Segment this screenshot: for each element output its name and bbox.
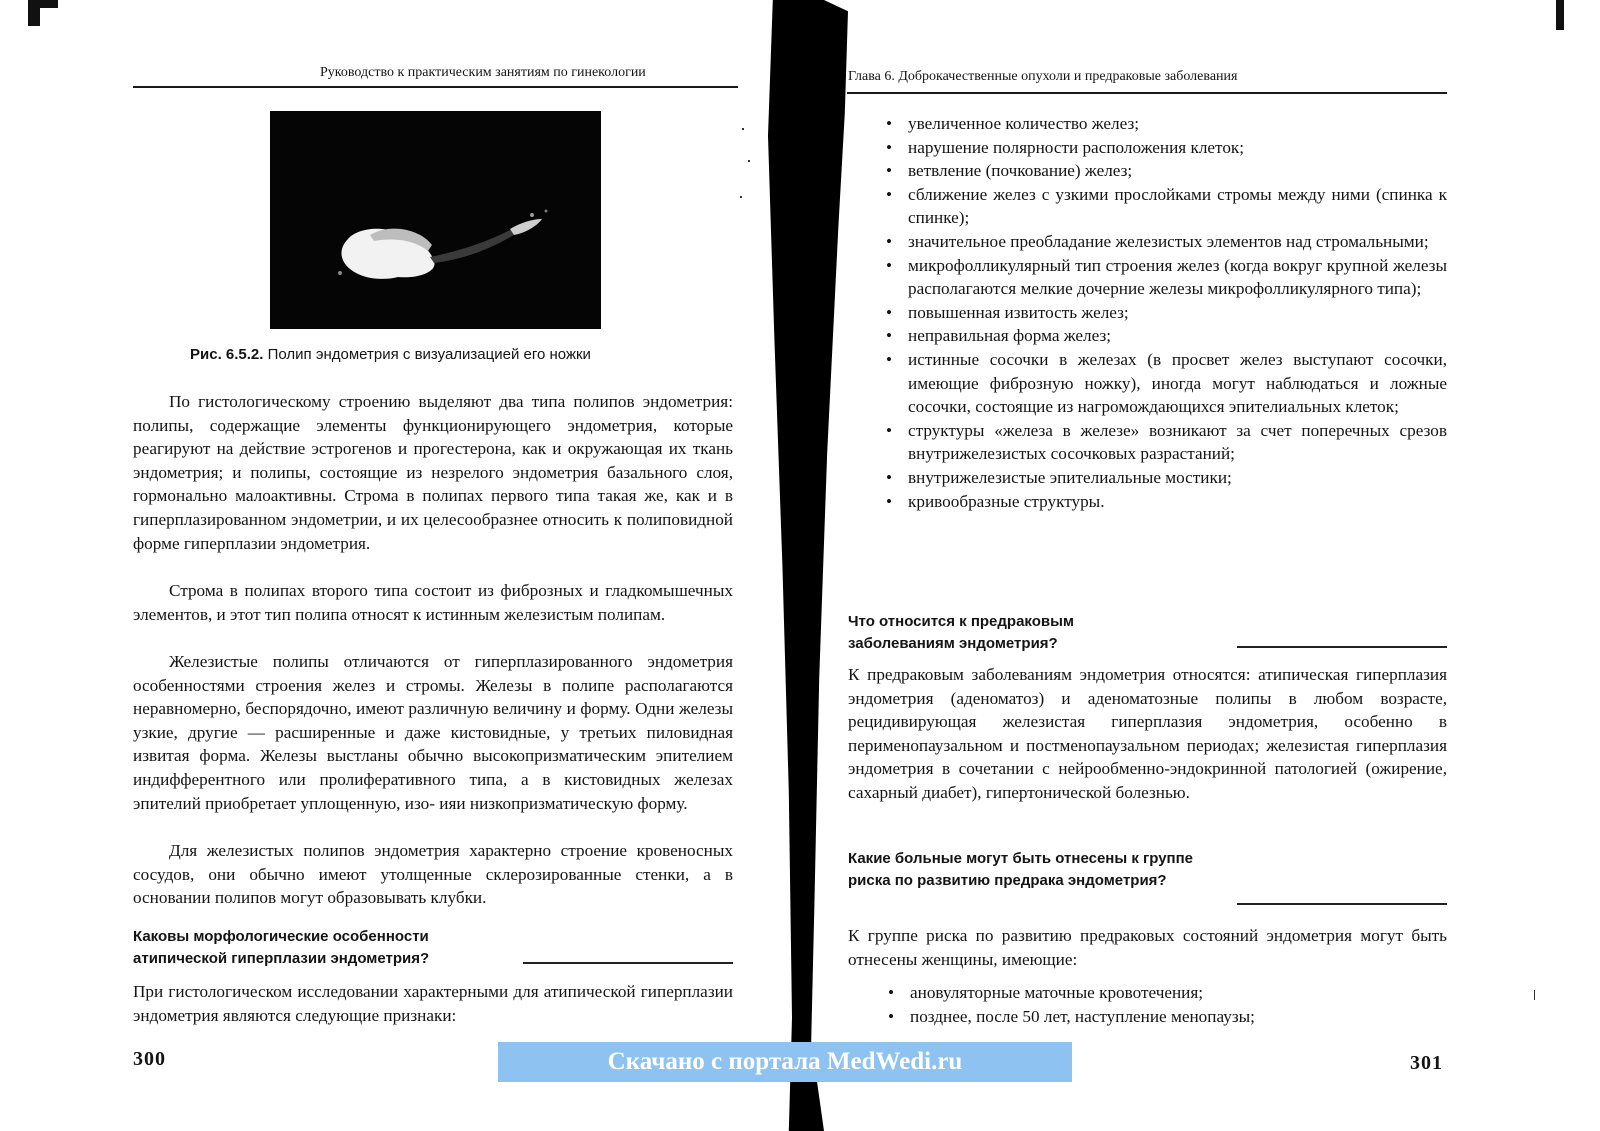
scan-shadow-edge xyxy=(1556,0,1564,30)
left-page-number: 300 xyxy=(133,1048,166,1070)
bullet-dot-icon: • xyxy=(886,491,893,511)
bullet-item xyxy=(880,183,1447,230)
left-paragraph-4: Для железистых полипов эндометрия характерно строение кровеносных сосудов, они обычно имеют утолщенные склерозированные стенки, а в основании полипов могут образовывать клубки. xyxy=(133,841,733,908)
bullet-text: нарушение полярности расположения клеток; xyxy=(908,137,1245,157)
bullet-dot-icon: • xyxy=(886,184,893,204)
bullet-item xyxy=(880,112,1447,136)
bullet-dot-icon: • xyxy=(886,114,893,133)
bullet-dot-icon: • xyxy=(886,467,893,487)
right-question-1-rule xyxy=(1237,646,1447,648)
left-header-rule xyxy=(133,86,738,88)
watermark-banner: Скачано с портала MedWedi.ru xyxy=(498,1042,1072,1082)
figure-caption-text: Полип эндометрия с визуализацией его ножки xyxy=(267,346,591,363)
bullet-text: позднее, после 50 лет, наступление менопаузы; xyxy=(910,1006,1255,1026)
figure-polyp-image xyxy=(270,111,601,329)
bullet-text: кривообразные структуры. xyxy=(908,491,1105,511)
bullet-dot-icon: • xyxy=(888,983,895,1002)
bullet-text: повышенная извитость желез; xyxy=(908,302,1129,322)
bullet-dot-icon: • xyxy=(886,255,893,275)
bullet-text: увеличенное количество желез; xyxy=(908,114,1140,133)
bullet-dot-icon: • xyxy=(886,161,893,181)
bullet-dot-icon: • xyxy=(886,302,893,322)
bullet-text: ветвление (почкование) желез; xyxy=(908,161,1133,181)
bullet-dot-icon: • xyxy=(886,231,893,251)
bullet-dot-icon: • xyxy=(886,137,893,157)
left-question-heading: Каковы морфологические особенности атипической гиперплазии эндометрия? xyxy=(133,928,430,967)
bullet-item xyxy=(880,136,1447,160)
scan-speck xyxy=(742,128,744,130)
book-gutter-shadow xyxy=(768,0,848,1131)
left-paragraph-2: Строма в полипах второго типа состоит из фиброзных и гладкомышечных элементов, и этот тип полипа относят к истинным железистым полипам. xyxy=(133,581,733,624)
bullet-item xyxy=(882,1005,1447,1029)
figure-label: Рис. 6.5.2. xyxy=(190,346,264,363)
right-question-2-heading: Какие больные могут быть отнесены к группе риска по развитию предрака эндометрия? xyxy=(848,850,1194,889)
polyp-photo-illustration xyxy=(270,111,601,329)
left-paragraph-1: По гистологическому строению выделяют два типа полипов эндометрия: полипы, содержащие элементы функционирующего эндометрия, которые реагируют на действие эстрогенов и прогестерона, как и окружающая их ткань эндометрия; и полипы, состоящие из незрелого эндометрия базального слоя, гормонально малоактивны. Строма в полипах первого типа такая же, как и в гиперплазированном эндометрии, и их целесообразнее относить к полиповидной форме гиперплазии эндометрия. xyxy=(133,392,733,553)
bullet-item xyxy=(880,466,1447,490)
right-page-number: 301 xyxy=(1410,1052,1443,1074)
left-question-rule xyxy=(523,962,733,964)
right-question-1-heading: Что относится к предраковым заболеваниям эндометрия? xyxy=(848,613,1075,652)
bullet-text: истинные сосочки в железах (в просвет желез выступают сосочки, имеющие фиброзную ножку), иногда могут наблюдаться и ложные сосочки, состоящие из нагромождающихся эпителиальных клеток; xyxy=(908,349,1447,417)
left-paragraph-3: Железистые полипы отличаются от гиперплазированного эндометрия особенностями строения желез и стромы. Железы в полипе располагаются неравномерно, беспорядочно, имеют различную величину и форму. Одни железы узкие, другие — расширенные и даже кистовидные, у третьих пиловидная извитая форма. Железы выстланы обычно высокопризматическим эпителием индифферентного или пролиферативного типа, а в кистовидных железах эпителий приобретает уплощенную, изо- ияи низкопризматическую форму. xyxy=(133,652,733,813)
bullet-text: структуры «железа в железе» возникают за счет поперечных срезов внутрижелезистых сосочковых разрастаний; xyxy=(908,420,1447,464)
risk-group-list xyxy=(882,981,1447,1028)
bullet-item xyxy=(880,490,1447,514)
right-answer-1: К предраковым заболеваниям эндометрия относятся: атипическая гиперплазия эндометрия (аденоматоз) и аденоматозные полипы в любом возрасте, рецидивирующая железистая гиперплазия эндометрия, особенно в перименопаузальном и постменопаузальном периодах; железистая гиперплазия эндометрия в сочетании с нейрообменно-эндокринной патологией (ожирение, сахарный диабет), гипертонической болезнью. xyxy=(848,665,1447,802)
bullet-item xyxy=(880,230,1447,254)
bullet-text: неправильная форма желез; xyxy=(908,326,1112,346)
right-running-head: Глава 6. Доброкачественные опухоли и предраковые заболевания xyxy=(848,69,1238,84)
scan-speck xyxy=(748,160,750,162)
bullet-item xyxy=(880,419,1447,466)
bullet-item xyxy=(880,348,1447,419)
left-closing-paragraph: При гистологическом исследовании характерными для атипической гиперплазии эндометрия являются следующие признаки: xyxy=(133,982,733,1025)
bullet-dot-icon: • xyxy=(886,349,893,369)
bullet-dot-icon: • xyxy=(886,326,893,346)
bullet-text: ановуляторные маточные кровотечения; xyxy=(910,983,1204,1002)
bullet-text: значительное преобладание железистых элементов над стромальными; xyxy=(908,231,1429,251)
bullet-text: сближение желез с узкими прослойками стромы между ними (спинка к спинке); xyxy=(908,184,1447,228)
scan-shadow-corner-top xyxy=(28,0,58,8)
scan-speck xyxy=(740,196,742,198)
scan-speck xyxy=(1534,990,1535,1000)
bullet-text: микрофолликулярный тип строения желез (когда вокруг крупной железы располагаются мелкие дочерние железы микрофолликулярного типа); xyxy=(908,255,1447,299)
bullet-item xyxy=(882,981,1447,1005)
bullet-item xyxy=(880,324,1447,348)
figure-caption xyxy=(190,346,710,363)
left-running-head: Руководство к практическим занятиям по гинекологии xyxy=(320,65,646,80)
bullet-item xyxy=(880,159,1447,183)
atypical-hyperplasia-signs-list xyxy=(880,112,1447,513)
right-question-2-rule xyxy=(1237,903,1447,905)
bullet-item xyxy=(880,301,1447,325)
bullet-text: внутрижелезистые эпителиальные мостики; xyxy=(908,467,1232,487)
right-header-rule xyxy=(847,92,1447,94)
bullet-dot-icon: • xyxy=(888,1006,895,1026)
right-answer-2: К группе риска по развитию предраковых состояний эндометрия могут быть отнесены женщины, имеющие: xyxy=(848,926,1447,969)
bullet-dot-icon: • xyxy=(886,420,893,440)
bullet-item xyxy=(880,254,1447,301)
